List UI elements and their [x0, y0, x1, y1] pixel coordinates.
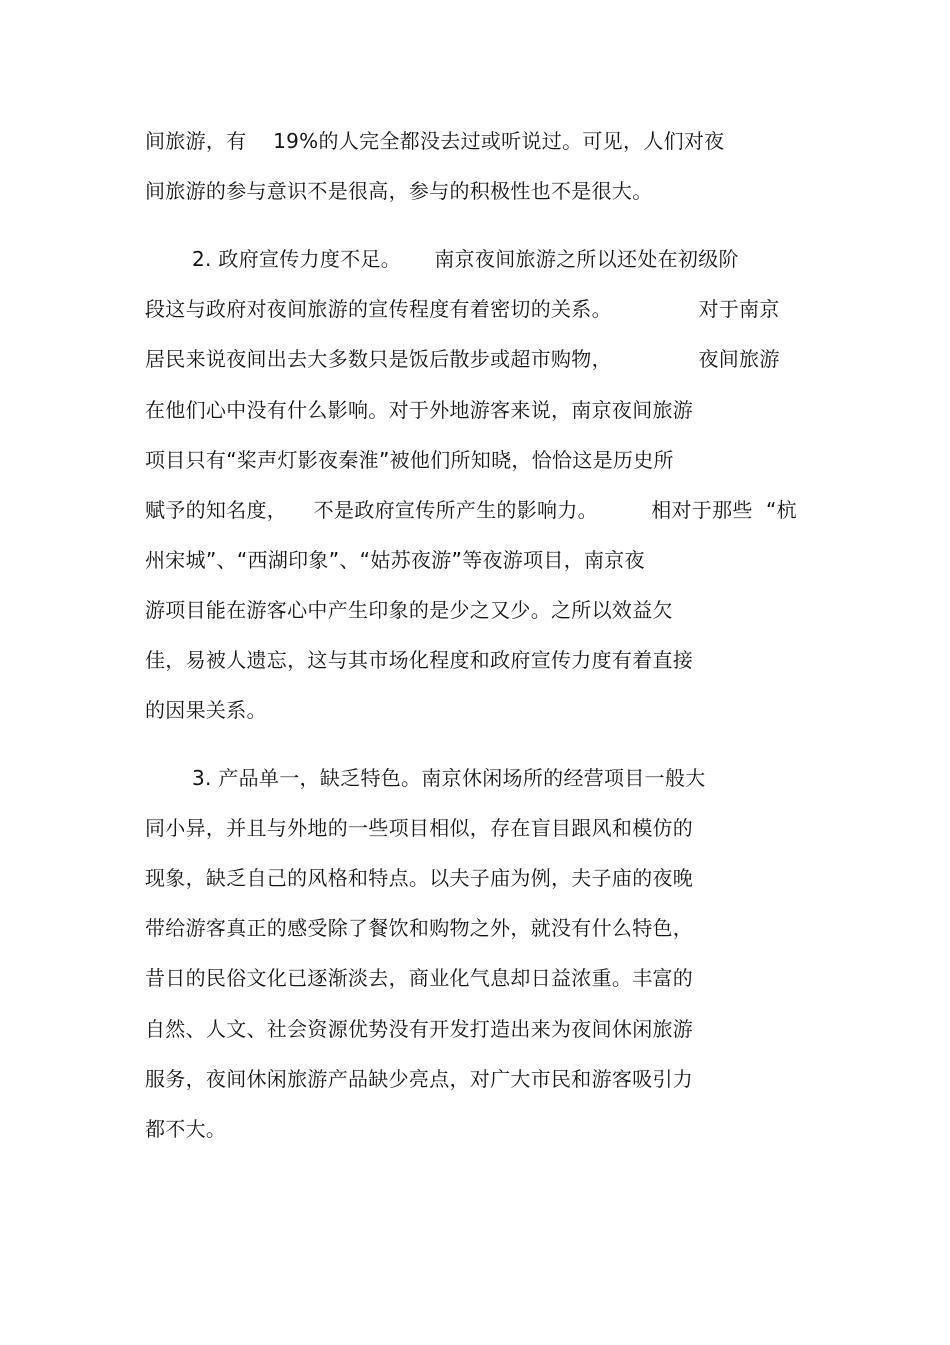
text-line: 州宋城”、“西湖印象”、“姑苏夜游”等夜游项目，南京夜 — [145, 548, 645, 572]
text-line: 都不大。 — [145, 1117, 227, 1141]
text-line: 间旅游的参与意识不是很高，参与的积极性也不是很大。 — [145, 179, 653, 203]
text-line: 昔日的民俗文化已逐渐淡去，商业化气息却日益浓重。丰富的 — [145, 966, 694, 990]
text-line: 段这与政府对夜间旅游的宣传程度有着密切的关系。 对于南京 — [145, 297, 780, 321]
text-line: 服务，夜间休闲旅游产品缺少亮点，对广大市民和游客吸引力 — [145, 1067, 694, 1091]
text-line: 的因果关系。 — [145, 698, 267, 722]
text-line: 同小异，并且与外地的一些项目相似，存在盲目跟风和模仿的 — [145, 816, 694, 840]
text-line: 赋予的知名度， 不是政府宣传所产生的影响力。 相对于那些 “杭 — [145, 498, 797, 522]
text-line: 佳，易被人遗忘，这与其市场化程度和政府宣传力度有着直接 — [145, 648, 694, 672]
text-line: 间旅游，有 19%的人完全都没去过或听说过。可见，人们对夜 — [145, 129, 725, 153]
text-line: 自然、人文、社会资源优势没有开发打造出来为夜间休闲旅游 — [145, 1017, 694, 1041]
text-line: 带给游客真正的感受除了餐饮和购物之外，就没有什么特色， — [145, 916, 694, 940]
text-line: 3. 产品单一，缺乏特色。南京休闲场所的经营项目一般大 — [192, 766, 706, 790]
text-line: 游项目能在游客心中产生印象的是少之又少。之所以效益欠 — [145, 598, 673, 622]
text-line: 现象，缺乏自己的风格和特点。以夫子庙为例，夫子庙的夜晚 — [145, 866, 694, 890]
text-line: 居民来说夜间出去大多数只是饭后散步或超市购物， 夜间旅游 — [145, 347, 780, 371]
text-line: 在他们心中没有什么影响。对于外地游客来说，南京夜间旅游 — [145, 398, 694, 422]
text-line: 项目只有“桨声灯影夜秦淮”被他们所知晓，恰恰这是历史所 — [145, 448, 674, 472]
text-line: 2. 政府宣传力度不足。 南京夜间旅游之所以还处在初级阶 — [192, 247, 739, 271]
